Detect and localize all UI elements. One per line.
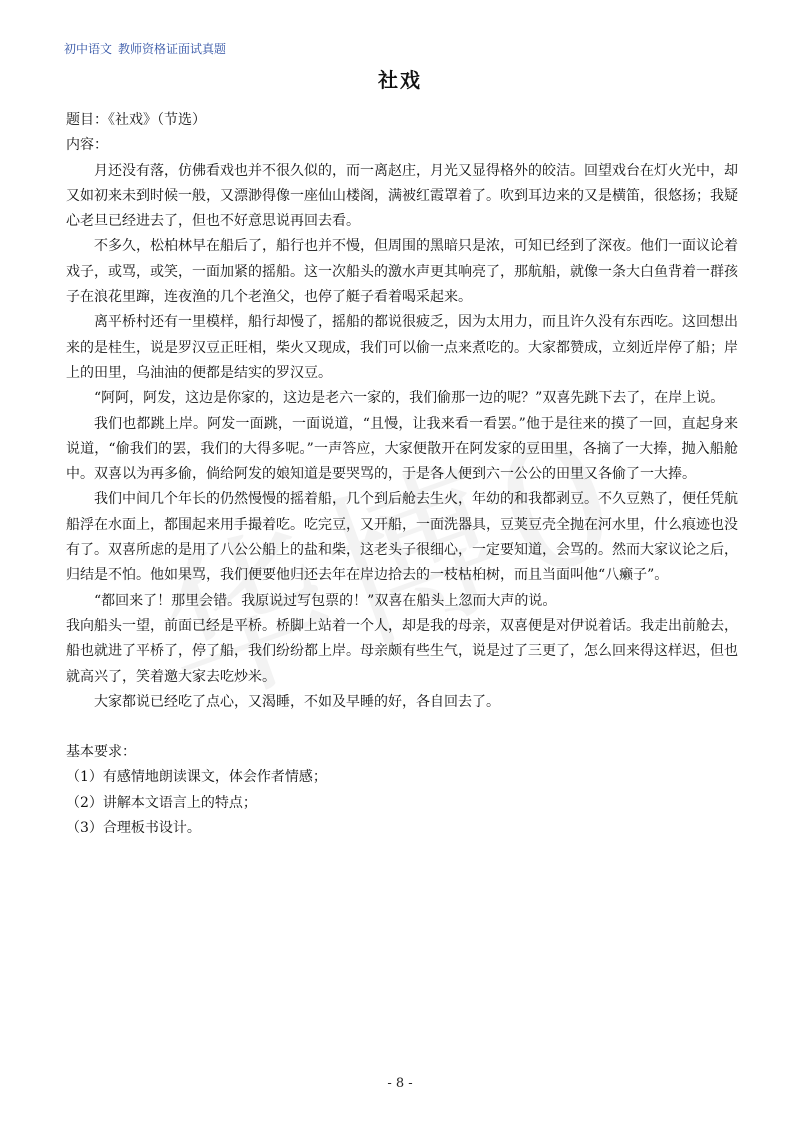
document-title: 社戏 [378,68,422,92]
paragraph: 不多久，松柏林早在船后了，船行也并不慢，但周围的黑暗只是浓，可知已经到了深夜。他们一面议论着戏子，或骂，或笑，一面加紧的摇船。这一次船头的激水声更其响亮了，那航船，就像一条大白鱼背着一群孩子在浪花里蹿，连夜渔的几个老渔父，也停了艇子看着喝采起来。 [66,238,738,306]
topic-line: 题目：《社戏》（节选） [66,112,206,128]
paragraph: 我们中间几个年长的仍然慢慢的摇着船，几个到后舱去生火，年幼的和我都剥豆。不久豆熟了，便任凭航船浮在水面上，都围起来用手撮着吃。吃完豆，又开船，一面洗器具，豆荚豆壳全抛在河水里，什么痕迹也没有了。双喜所虑的是用了八公公船上的盐和柴，这老头子很细心，一定要知道，会骂的。然而大家议论之后，归结是不怕。他如果骂，我们便要他归还去年在岸边拾去的一枝枯桕树，而且当面叫他“八癞子”。 [66,491,738,584]
requirements-label: 基本要求： [66,744,136,761]
requirement-item: （1）有感情地朗读课文，体会作者情感； [66,769,327,786]
paragraph: 我向船头一望，前面已经是平桥。桥脚上站着一个人，却是我的母亲，双喜便是对伊说着话。我走出前舱去，船也就进了平桥了，停了船，我们纷纷都上岸。母亲颇有些生气，说是过了三更了，怎么回来得这样迟，但也就高兴了，笑着邀大家去吃炒米。 [66,617,738,685]
page-header [64,40,226,57]
paragraph: 月还没有落，仿佛看戏也并不很久似的，而一离赵庄，月光又显得格外的皎洁。回望戏台在灯火光中，却又如初来未到时候一般，又漂渺得像一座仙山楼阁，满被红霞罩着了。吹到耳边来的又是横笛，很悠扬；我疑心老旦已经进去了，但也不好意思说再回去看。 [66,162,738,230]
document-body [66,108,738,841]
page-number: - 8 - [387,1076,413,1091]
header-subject: 初中语文 [64,42,113,56]
content-label: 内容： [66,137,108,154]
header-category: 教师资格证面试真题 [118,42,227,56]
paragraph: 大家都说已经吃了点心，又渴睡，不如及早睡的好，各自回去了。 [94,693,500,710]
paragraph: 离平桥村还有一里模样，船行却慢了，摇船的都说很疲乏，因为太用力，而且许久没有东西吃。这回想出来的是桂生，说是罗汉豆正旺相，柴火又现成，我们可以偷一点来煮吃的。大家都赞成，立刻近岸停了船；岸上的田里，乌油油的便都是结实的罗汉豆。 [66,314,738,381]
section-spacer [66,715,738,740]
paragraph: 我们也都跳上岸。阿发一面跳，一面说道，“且慢，让我来看一看罢。”他于是往来的摸了一回，直起身来说道，“偷我们的罢，我们的大得多呢。”一声答应，大家便散开在阿发家的豆田里，各摘了一大捧，抛入船舱中。双喜以为再多偷，倘给阿发的娘知道是要哭骂的，于是各人便到六一公公的田里又各偷了一大捧。 [66,415,738,483]
paragraph: “阿阿，阿发，这边是你家的，这边是老六一家的，我们偷那一边的呢？”双喜先跳下去了，在岸上说。 [94,390,725,407]
requirement-item: （2）讲解本文语言上的特点； [66,794,257,811]
requirement-item: （3）合理板书设计。 [66,820,201,837]
paragraph: “都回来了！那里会错。我原说过写包票的！”双喜在船头上忽而大声的说。 [94,592,557,609]
